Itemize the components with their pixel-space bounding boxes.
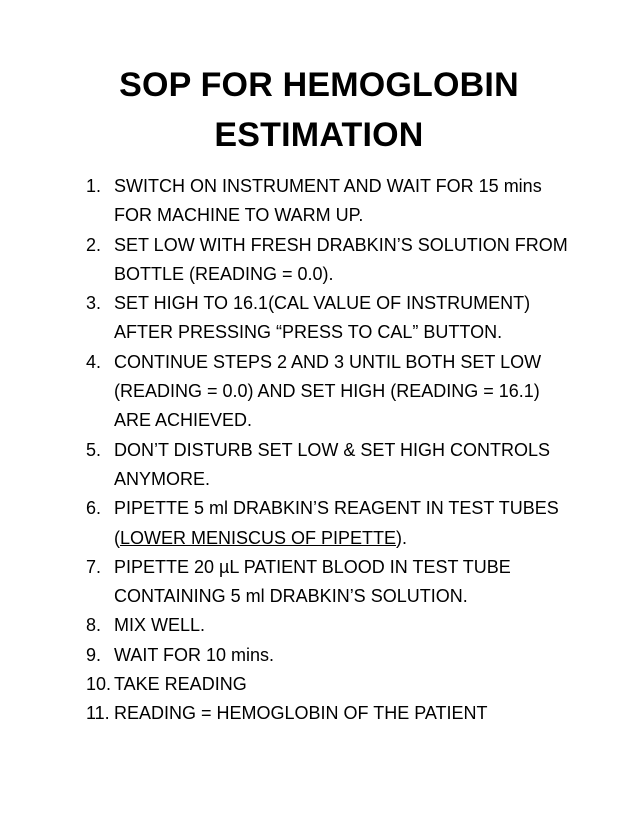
step-text: READING = HEMOGLOBIN OF THE PATIENT <box>114 703 488 724</box>
step-text: CONTINUE STEPS 2 AND 3 UNTIL BOTH SET LOW <box>114 351 542 372</box>
step-item-10 <box>86 670 626 699</box>
step-item-4 <box>86 348 626 436</box>
step-number: 9. <box>86 644 102 665</box>
page-title-line-1: SOP FOR HEMOGLOBIN <box>119 66 519 104</box>
step-text: PIPETTE 5 ml DRABKIN’S REAGENT IN TEST TUBES <box>114 498 559 519</box>
step-number: 1. <box>86 176 102 196</box>
step-text: MIX WELL. <box>114 615 206 636</box>
step-item-2 <box>86 231 626 290</box>
step-text-paren-open: ( <box>114 527 120 548</box>
step-item-7 <box>86 553 626 612</box>
step-text: TAKE READING <box>114 674 247 695</box>
sop-step-list <box>86 172 626 729</box>
step-text: SET HIGH TO 16.1(CAL VALUE OF INSTRUMENT) <box>114 293 531 314</box>
step-number: 7. <box>86 556 102 577</box>
step-number: 5. <box>86 439 102 460</box>
step-text: FOR MACHINE TO WARM UP. <box>114 205 364 226</box>
step-item-6 <box>86 494 626 553</box>
step-item-8 <box>86 611 626 640</box>
step-text-mixed <box>114 524 626 553</box>
step-item-1 <box>86 172 626 231</box>
step-text-paren-close: ). <box>396 527 408 548</box>
step-item-9 <box>86 641 626 670</box>
page-title-line-2: ESTIMATION <box>214 116 424 154</box>
step-item-3 <box>86 289 626 348</box>
step-text: AFTER PRESSING “PRESS TO CAL” BUTTON. <box>114 322 503 343</box>
step-text: (READING = 0.0) AND SET HIGH (READING = 16.1) <box>114 381 540 402</box>
underlined-note: LOWER MENISCUS OF PIPETTE <box>120 527 397 548</box>
step-text: DON’T DISTURB SET LOW & SET HIGH CONTROLS <box>114 439 551 460</box>
step-text: ARE ACHIEVED. <box>114 410 253 431</box>
step-number: 10. <box>86 674 112 695</box>
step-text: SET LOW WITH FRESH DRABKIN’S SOLUTION FROM <box>114 234 568 255</box>
step-text: CONTAINING 5 ml DRABKIN’S SOLUTION. <box>114 586 468 607</box>
step-text: BOTTLE (READING = 0.0). <box>114 263 334 284</box>
step-number: 11. <box>86 703 110 724</box>
step-text: ANYMORE. <box>114 468 211 489</box>
step-number: 8. <box>86 615 102 636</box>
step-text: SWITCH ON INSTRUMENT AND WAIT FOR 15 mins <box>114 176 542 196</box>
step-number: 4. <box>86 351 102 372</box>
step-item-5 <box>86 436 626 495</box>
step-text: WAIT FOR 10 mins. <box>114 644 275 665</box>
step-item-11 <box>86 699 626 728</box>
step-number: 6. <box>86 498 102 519</box>
step-number: 3. <box>86 293 102 314</box>
step-text: PIPETTE 20 µL PATIENT BLOOD IN TEST TUBE <box>114 556 511 577</box>
step-number: 2. <box>86 234 102 255</box>
